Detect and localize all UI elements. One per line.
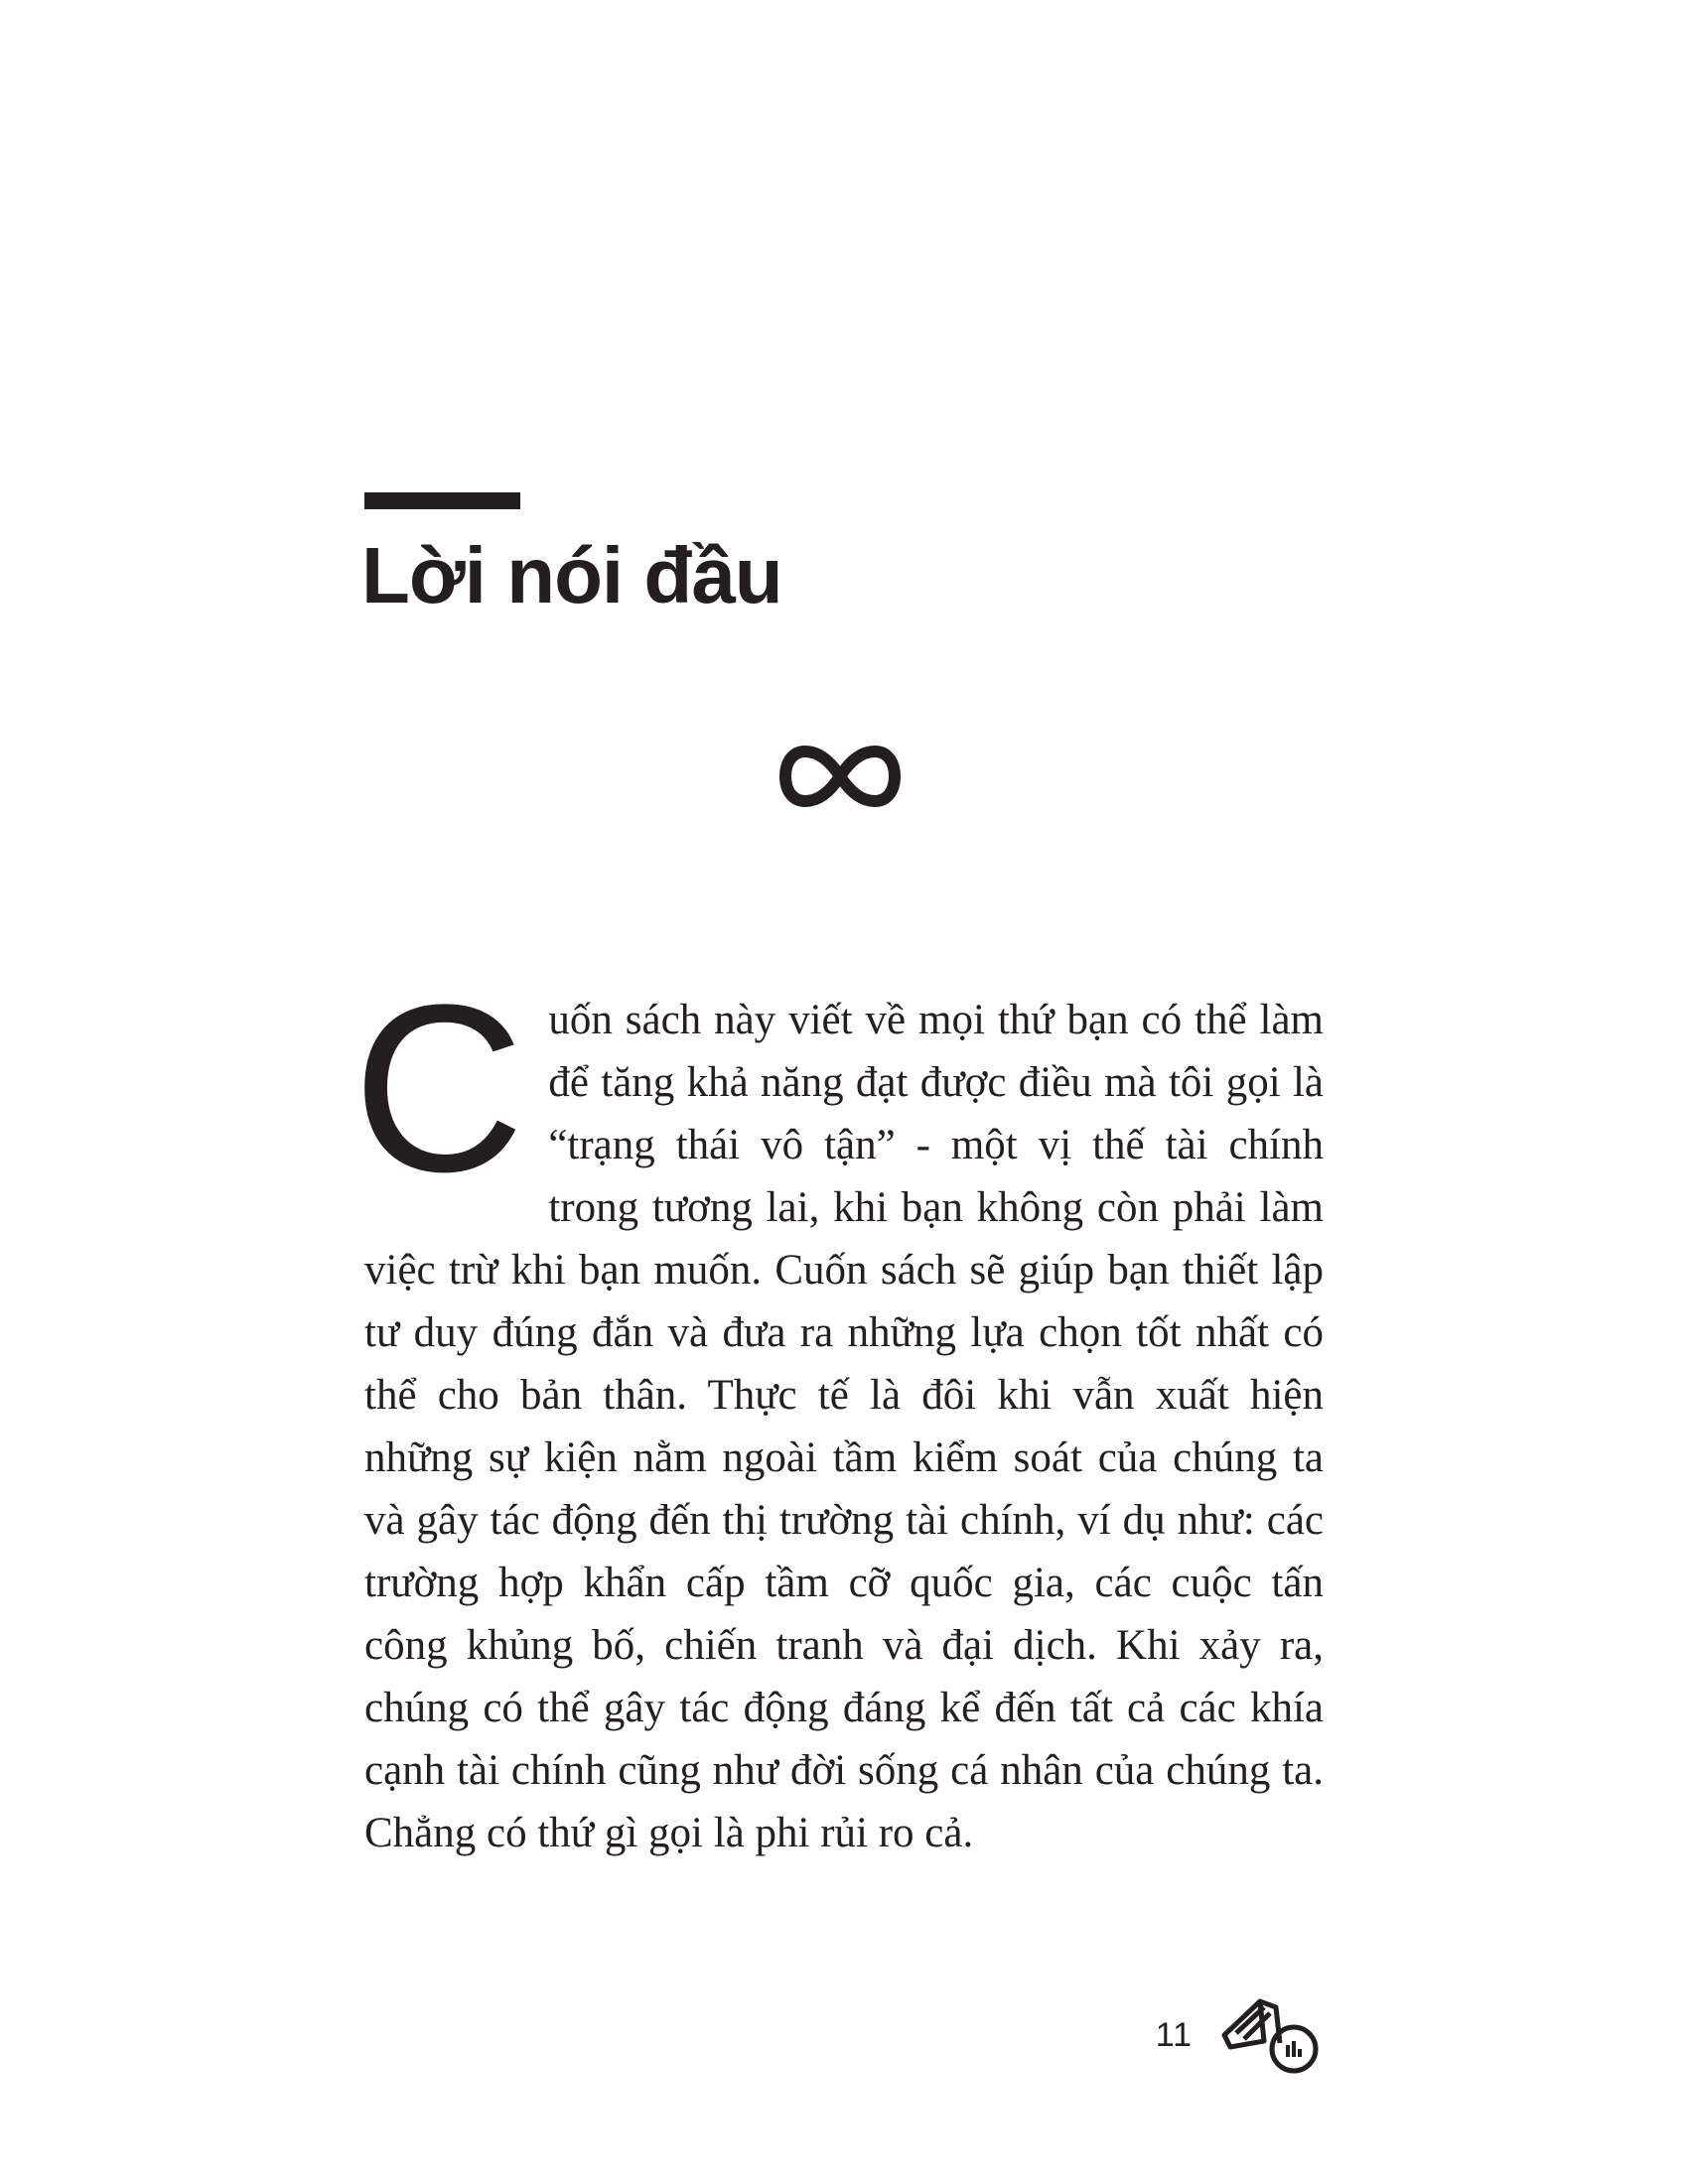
body-text: uốn sách này viết về mọi thứ bạn có thể làm để tăng khả năng đạt được điều mà tôi gọi là “trạng thái vô tận” - một vị thế tài chính trong tương lai, khi bạn không còn phải làm việc trừ khi bạn muốn. Cuốn sách sẽ giúp bạn thiết lập tư duy đúng đắn và đưa ra những lựa chọn tốt nhất có thể cho bản thân. Thực tế là đôi khi vẫn xuất hiện những sự kiện nằm ngoài tầm kiểm soát của chúng ta và gây tác động đến thị trường tài chính, ví dụ như: các trường hợp khẩn cấp tầm cỡ quốc gia, các cuộc tấn công khủng bố, chiến tranh và đại dịch. Khi xảy ra, chúng có thể gây tác động đáng kể đến tất cả các khía cạnh tài chính cũng như đời sống cá nhân của chúng ta. Chẳng có thứ gì gọi là phi rủi ro cả. [364, 997, 1324, 1856]
drop-cap: C [352, 955, 525, 1221]
body-paragraph [352, 955, 1324, 1864]
book-logo-icon [1220, 1995, 1324, 2075]
chapter-title: Lời nói đầu [361, 531, 782, 619]
page-footer [1156, 1995, 1324, 2075]
title-rule [364, 492, 520, 509]
infinity-icon [777, 743, 903, 810]
page-number: 11 [1155, 2015, 1193, 2054]
